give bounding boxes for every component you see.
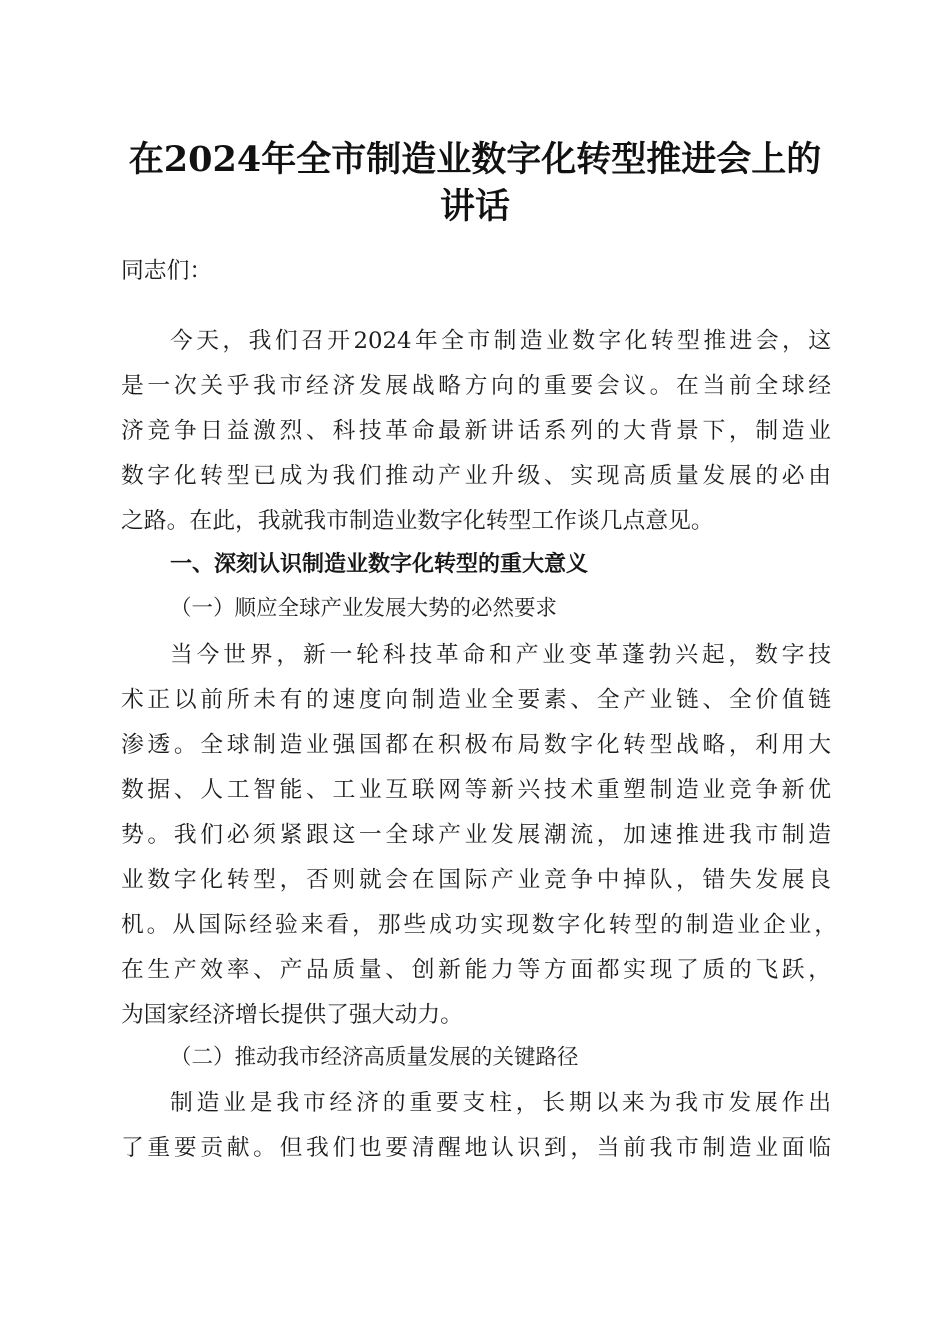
paragraph-line: 势。我们必须紧跟这一全球产业发展潮流，加速推进我市制造 — [121, 822, 831, 848]
paragraph-line: 今天，我们召开2024年全市制造业数字化转型推进会，这 — [170, 328, 831, 354]
paragraph-line: 术正以前所未有的速度向制造业全要素、全产业链、全价值链 — [121, 687, 831, 713]
paragraph-line: 济竞争日益激烈、科技革命最新讲话系列的大背景下，制造业 — [121, 418, 831, 444]
paragraph-line: 渗透。全球制造业强国都在积极布局数字化转型战略，利用大 — [121, 732, 831, 758]
document-title-line-1: 在2024年全市制造业数字化转型推进会上的 — [128, 139, 822, 180]
subsection-heading: （二）推动我市经济高质量发展的关键路径 — [170, 1045, 579, 1070]
paragraph-line: 当今世界，新一轮科技革命和产业变革蓬勃兴起，数字技 — [170, 642, 831, 668]
paragraph-line: 为国家经济增长提供了强大动力。 — [121, 1002, 463, 1028]
section-heading: 一、深刻认识制造业数字化转型的重大意义 — [170, 552, 589, 577]
paragraph-line: 之路。在此，我就我市制造业数字化转型工作谈几点意见。 — [121, 508, 714, 534]
paragraph-line: 制造业是我市经济的重要支柱，长期以来为我市发展作出 — [170, 1090, 831, 1116]
paragraph-line: 在生产效率、产品质量、创新能力等方面都实现了质的飞跃， — [121, 957, 831, 983]
paragraph-line: 机。从国际经验来看，那些成功实现数字化转型的制造业企业， — [121, 912, 837, 938]
subsection-heading: （一）顺应全球产业发展大势的必然要求 — [170, 596, 558, 621]
paragraph-line: 数据、人工智能、工业互联网等新兴技术重塑制造业竞争新优 — [121, 777, 831, 803]
paragraph-line: 业数字化转型，否则就会在国际产业竞争中掉队，错失发展良 — [121, 867, 831, 893]
paragraph-line: 是一次关乎我市经济发展战略方向的重要会议。在当前全球经 — [121, 373, 831, 399]
paragraph-line: 了重要贡献。但我们也要清醒地认识到，当前我市制造业面临 — [121, 1135, 831, 1161]
salutation: 同志们： — [121, 258, 213, 284]
paragraph-line: 数字化转型已成为我们推动产业升级、实现高质量发展的必由 — [121, 463, 831, 489]
document-title-line-2: 讲话 — [439, 186, 510, 227]
